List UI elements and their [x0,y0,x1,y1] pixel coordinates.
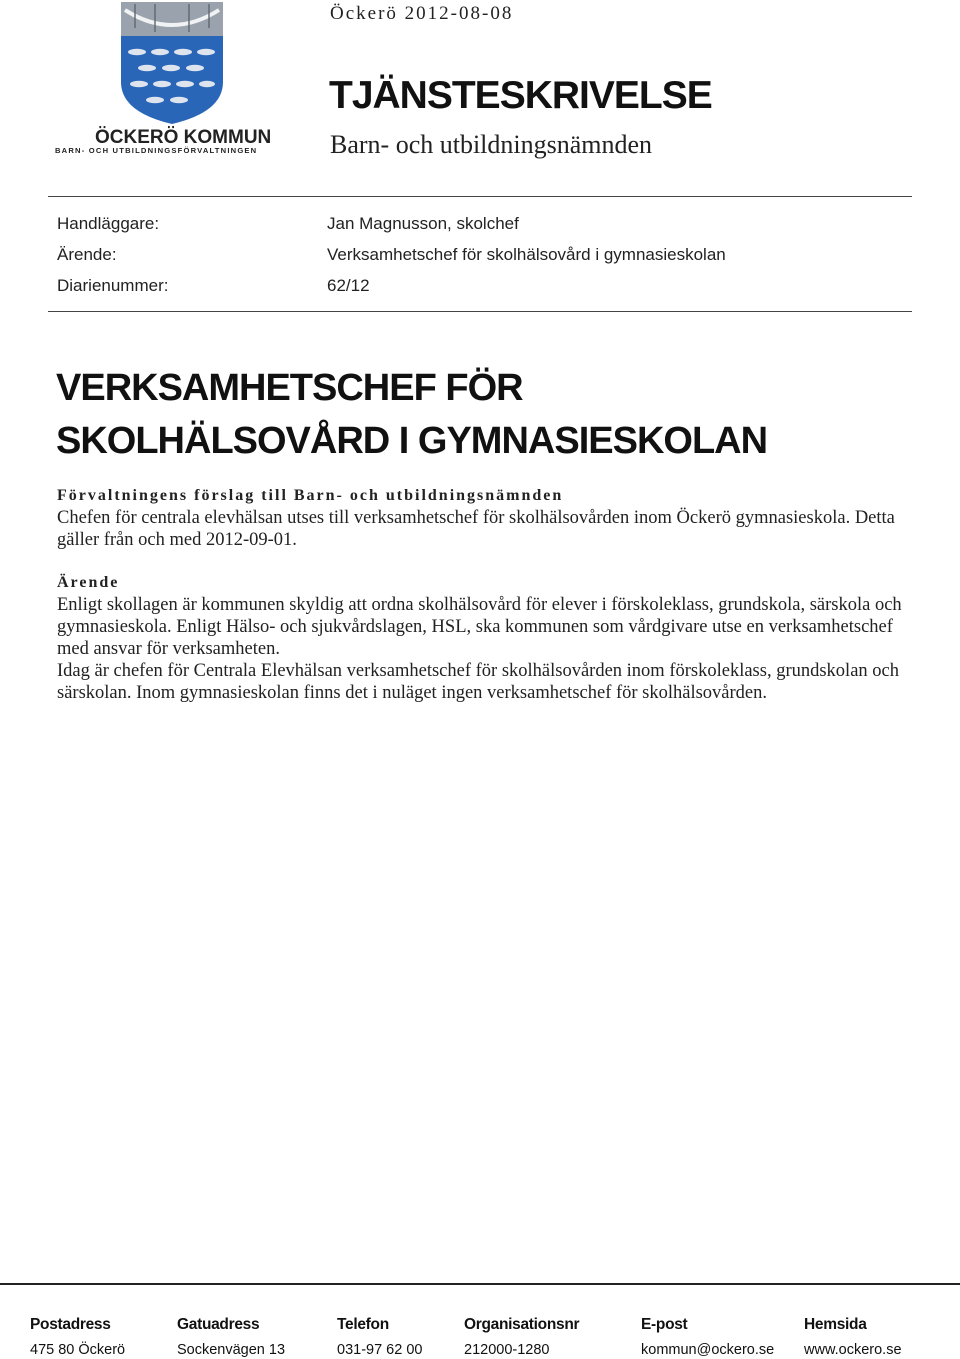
document-type: TJÄNSTESKRIVELSE [329,74,712,117]
footer-org-number [464,1316,579,1358]
department-name: Barn- och utbildningsnämnden [330,130,653,159]
meta-value: Verksamhetschef för skolhälsovård i gymnasieskolan [327,245,726,264]
matter-paragraph-2: Idag är chefen för Centrala Elevhälsan verksamhetschef för skolhälsovården inom förskoleklass, grundskolan och särskolan. Inom gymnasieskolan finns det i nuläget ingen verksamhetschef för skolhälsovården. [57,661,899,703]
footer-value: 031-97 62 00 [337,1342,423,1358]
footer-website-link[interactable]: www.ockero.se [804,1342,902,1358]
footer-divider [0,1283,960,1285]
footer-heading: E-post [641,1316,688,1333]
title-line-2: SKOLHÄLSOVÅRD I GYMNASIESKOLAN [56,420,768,462]
footer-email [641,1316,774,1358]
divider-bottom [48,311,912,312]
document-date: Öckerö 2012-08-08 [330,3,514,24]
title-line-1: VERKSAMHETSCHEF FÖR [56,367,523,409]
municipality-logo [55,0,290,160]
meta-label: Handläggare: [57,214,160,233]
matter-heading: Ärende [57,574,120,591]
logo-subtitle: BARN- OCH UTBILDNINGSFÖRVALTNINGEN [55,146,258,155]
footer-phone [337,1316,422,1358]
document-title [56,362,767,468]
meta-value: 62/12 [327,276,370,295]
meta-value: Jan Magnusson, skolchef [327,214,519,233]
meta-label: Diarienummer: [57,276,169,295]
footer-heading: Gatuadress [177,1316,260,1333]
footer-value: 212000-1280 [464,1342,550,1358]
footer-value: Sockenvägen 13 [177,1342,286,1358]
coat-of-arms-icon [55,0,290,125]
footer-website [804,1316,902,1358]
proposal-text: Chefen för centrala elevhälsan utses till verksamhetschef för skolhälsovården inom Öckerö gymnasieskola. Detta gäller från och med 2012-09-01. [57,508,895,550]
footer-street [177,1316,285,1358]
footer-heading: Organisationsnr [464,1316,580,1333]
proposal-heading: Förvaltningens förslag till Barn- och utbildningsnämnden [57,487,564,504]
footer-email-link[interactable]: kommun@ockero.se [641,1342,775,1358]
footer-postal [30,1316,125,1358]
footer-heading: Hemsida [804,1316,867,1333]
footer-heading: Postadress [30,1316,111,1333]
footer-heading: Telefon [337,1316,389,1333]
meta-label: Ärende: [57,245,117,264]
matter-paragraph-1: Enligt skollagen är kommunen skyldig att ordna skolhälsovård för elever i förskoleklass, grundskola, särskola och gymnasieskola. Enligt Hälso- och sjukvårdslagen, HSL, ska kommunen som vårdgivare utse en verksamhetschef med ansvar för verksamheten. [57,595,902,659]
logo-wordmark: ÖCKERÖ KOMMUN [95,127,272,148]
divider-top [48,196,912,197]
footer-value: 475 80 Öckerö [30,1342,126,1358]
